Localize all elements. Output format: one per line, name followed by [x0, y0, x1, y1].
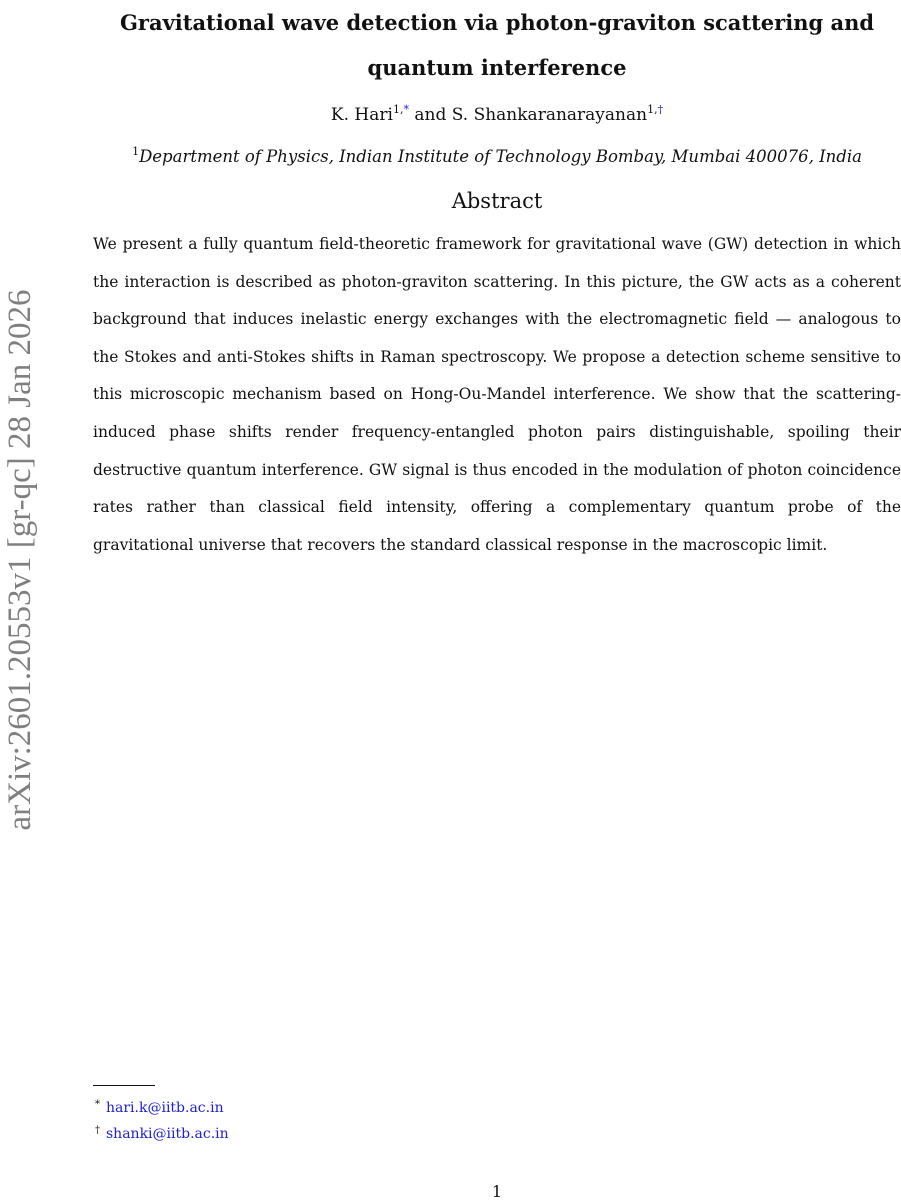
author-footnote-link[interactable]: †	[657, 103, 664, 116]
author-name: K. Hari	[330, 105, 393, 125]
footnote	[95, 1095, 224, 1118]
footnote-divider	[93, 1085, 155, 1086]
page-number: 1	[491, 1182, 503, 1201]
author-footnote-link[interactable]: *	[403, 103, 409, 116]
author-list	[92, 100, 901, 130]
author-affiliation-number: 1,	[647, 103, 658, 116]
abstract-text: We present a fully quantum field-theoretic framework for gravitational wave (GW) detection in which the interaction is described as photon-graviton scattering. In this picture, the GW acts as a coherent background that induces inelastic energy exchanges with the electromagnetic field — analogous to the Stokes and anti-Stokes shifts in Raman spectroscopy. We propose a detection scheme sensitive to this microscopic mechanism based on Hong-Ou-Mandel interference. We show that the scattering-induced phase shifts render frequency-entangled photon pairs distinguishable, spoiling their destructive quantum interference. GW signal is thus encoded in the modulation of photon coincidence rates rather than classical field intensity, offering a complementary quantum probe of the gravitational universe that recovers the standard classical response in the macroscopic limit.	[93, 235, 901, 554]
footnote	[95, 1121, 229, 1144]
paper-title: Gravitational wave detection via photon-graviton scattering and quantum interference	[119, 10, 875, 80]
footnote-mark: *	[95, 1099, 100, 1110]
affiliation-text: Department of Physics, Indian Institute of Technology Bombay, Mumbai 400076, India	[139, 147, 862, 166]
arxiv-identifier-stamp: arXiv:2601.20553v1 [gr-qc] 28 Jan 2026	[2, 289, 38, 831]
abstract-heading: Abstract	[451, 189, 543, 213]
affiliation-number: 1	[132, 145, 140, 158]
author-name: S. Shankaranarayanan	[451, 105, 648, 125]
author-affiliation-number: 1,	[392, 103, 404, 116]
email-link[interactable]: hari.k@iitb.ac.in	[106, 1100, 224, 1116]
affiliation	[92, 142, 901, 172]
author-joiner: and	[414, 105, 447, 125]
footnote-mark: †	[95, 1125, 100, 1136]
email-link[interactable]: shanki@iitb.ac.in	[106, 1126, 229, 1142]
